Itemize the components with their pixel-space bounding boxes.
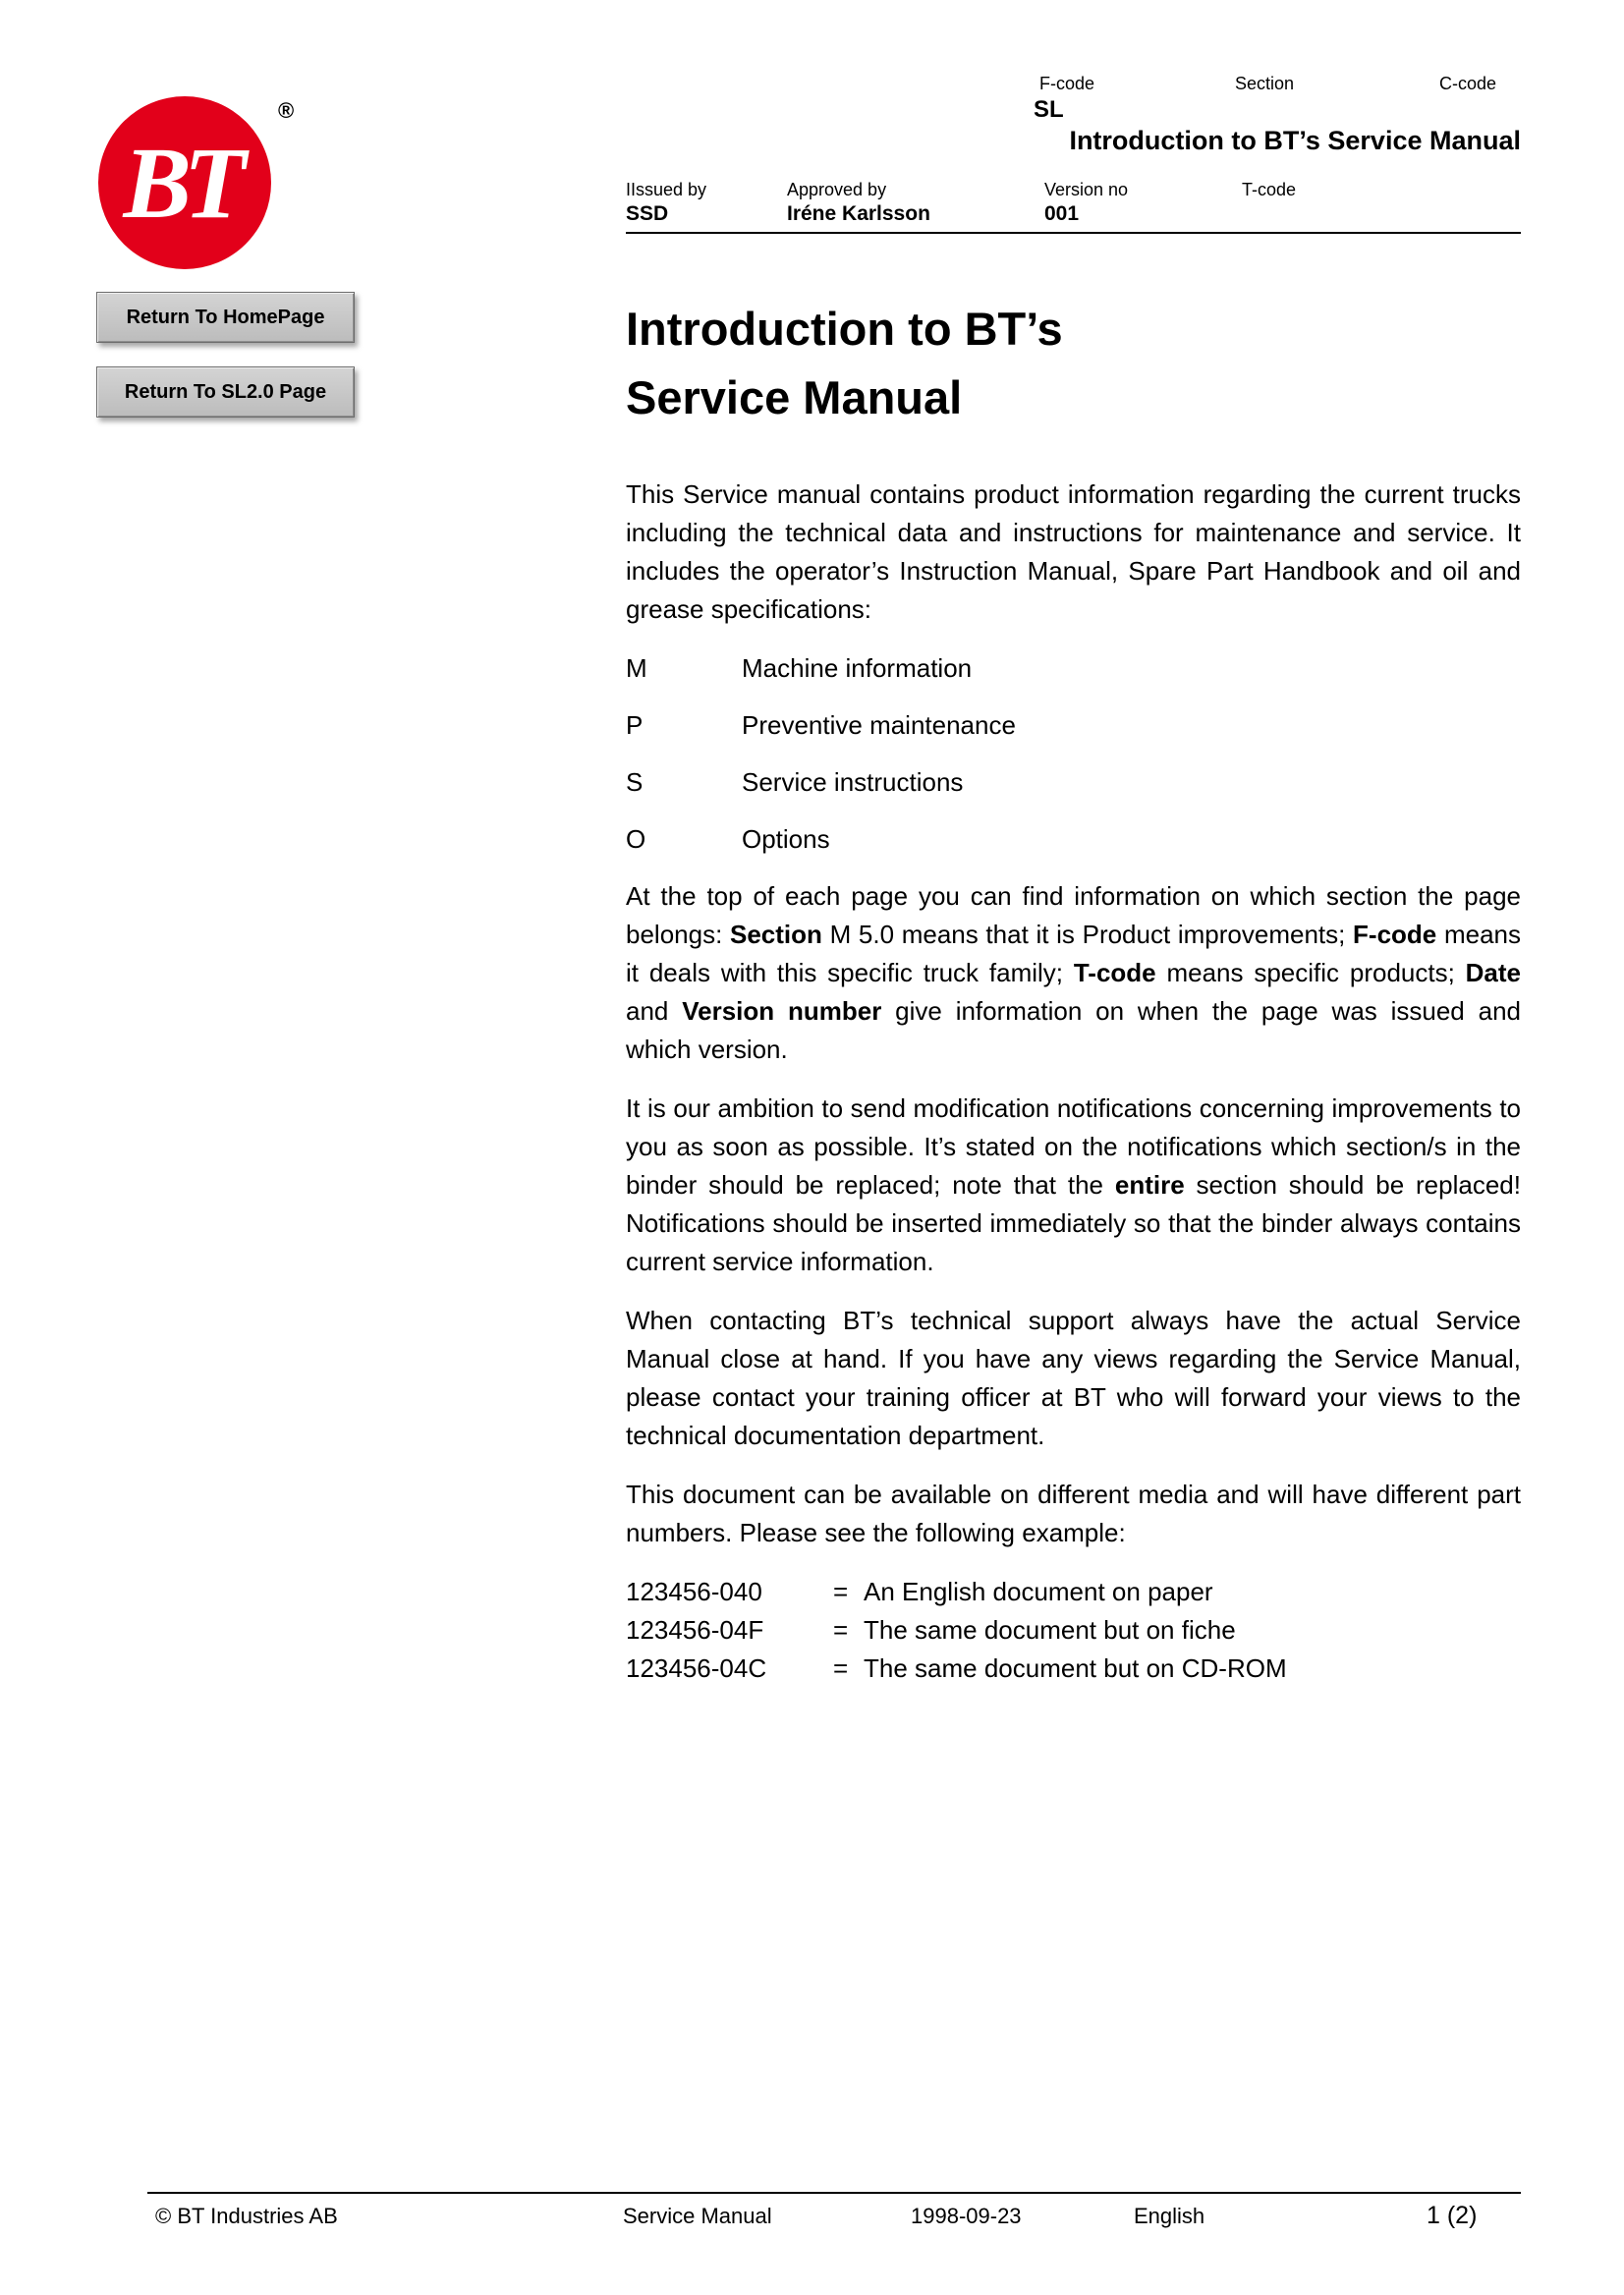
bt-logo xyxy=(98,96,271,269)
section-description: Preventive maintenance xyxy=(742,710,1016,740)
example-description: The same document but on fiche xyxy=(864,1615,1236,1645)
section-code: S xyxy=(626,767,644,797)
version-no-value: 001 xyxy=(1044,202,1080,225)
approved-by-label: Approved by xyxy=(787,180,887,199)
issued-by-label: IIssued by xyxy=(626,180,707,199)
page-title-line1: Introduction to BT’s xyxy=(626,303,1063,355)
example-part-number: 123456-04F xyxy=(626,1615,764,1645)
part-number-examples xyxy=(626,1573,1521,1688)
example-description: An English document on paper xyxy=(864,1577,1213,1606)
example-equals-sign: = xyxy=(833,1577,849,1606)
issued-by-value: SSD xyxy=(626,202,669,225)
section-description: Machine information xyxy=(742,653,973,683)
media-paragraph: This document can be available on different media and will have different part numbers. Please see the following example: xyxy=(626,1480,1521,1547)
intro-paragraph: This Service manual contains product information regarding the current trucks including the technical data and instructions for maintenance and service. It includes the operator’s Instruction Manual, Spare Part Handbook and oil and grease specifications: xyxy=(626,479,1521,624)
page-title xyxy=(626,295,1521,432)
example-equals-sign: = xyxy=(833,1615,849,1645)
footer-divider xyxy=(147,2192,1521,2194)
header-divider xyxy=(626,232,1521,234)
bt-logo-text: BT xyxy=(123,126,239,240)
footer-language: English xyxy=(1134,2204,1205,2228)
version-no-label: Version no xyxy=(1044,180,1129,199)
section-code: P xyxy=(626,710,644,740)
page-title-line2: Service Manual xyxy=(626,371,963,423)
example-part-number: 123456-040 xyxy=(626,1577,762,1606)
example-equals-sign: = xyxy=(833,1653,849,1683)
list-item xyxy=(626,763,1521,802)
list-item xyxy=(626,820,1521,859)
example-row xyxy=(626,1573,1521,1611)
section-code: M xyxy=(626,653,647,683)
section-code: O xyxy=(626,824,646,854)
approved-by-value: Iréne Karlsson xyxy=(787,202,930,225)
main-content xyxy=(626,295,1521,1688)
list-item xyxy=(626,706,1521,745)
example-row xyxy=(626,1611,1521,1650)
example-row xyxy=(626,1650,1521,1688)
footer-page-number: 1 (2) xyxy=(1427,2202,1478,2229)
list-item xyxy=(626,649,1521,688)
header-document-title: Introduction to BT’s Service Manual xyxy=(1069,126,1521,155)
notifications-paragraph: It is our ambition to send modification notifications concerning improvements to you as soon as possible. It’s stated on the notifications which section/s in the binder should be replaced; note that the entire section should be replaced! Notifications should be inserted immediately so that the binder always contains current service information. xyxy=(626,1093,1521,1276)
support-paragraph: When contacting BT’s technical support always have the actual Service Manual close at hand. If you have any views regarding the Service Manual, please contact your training officer at BT who will forward your views to the technical documentation department. xyxy=(626,1306,1521,1450)
footer-copyright: © BT Industries AB xyxy=(155,2204,338,2228)
return-homepage-button[interactable]: Return To HomePage xyxy=(96,292,355,343)
footer-date: 1998-09-23 xyxy=(911,2204,1022,2228)
example-description: The same document but on CD-ROM xyxy=(864,1653,1287,1683)
section-code-list xyxy=(626,649,1521,859)
f-code-value: SL xyxy=(1034,96,1064,123)
section-description: Options xyxy=(742,824,830,854)
footer-document-type: Service Manual xyxy=(623,2204,772,2228)
f-code-label: F-code xyxy=(1039,74,1095,93)
section-label: Section xyxy=(1235,74,1295,93)
return-sl20-page-button[interactable]: Return To SL2.0 Page xyxy=(96,366,355,418)
t-code-label: T-code xyxy=(1242,180,1297,199)
registered-trademark-icon: ® xyxy=(278,98,295,123)
document-header xyxy=(626,0,1521,236)
example-part-number: 123456-04C xyxy=(626,1653,767,1683)
c-code-label: C-code xyxy=(1439,74,1497,93)
page-codes-paragraph: At the top of each page you can find information on which section the page belongs: Section M 5.0 means that it is Product improvements; F-code means it deals with this specific truck family; T-code means specific products; Date and Version number give information on when the page was issued and which version. xyxy=(626,881,1522,1064)
section-description: Service instructions xyxy=(742,767,964,797)
